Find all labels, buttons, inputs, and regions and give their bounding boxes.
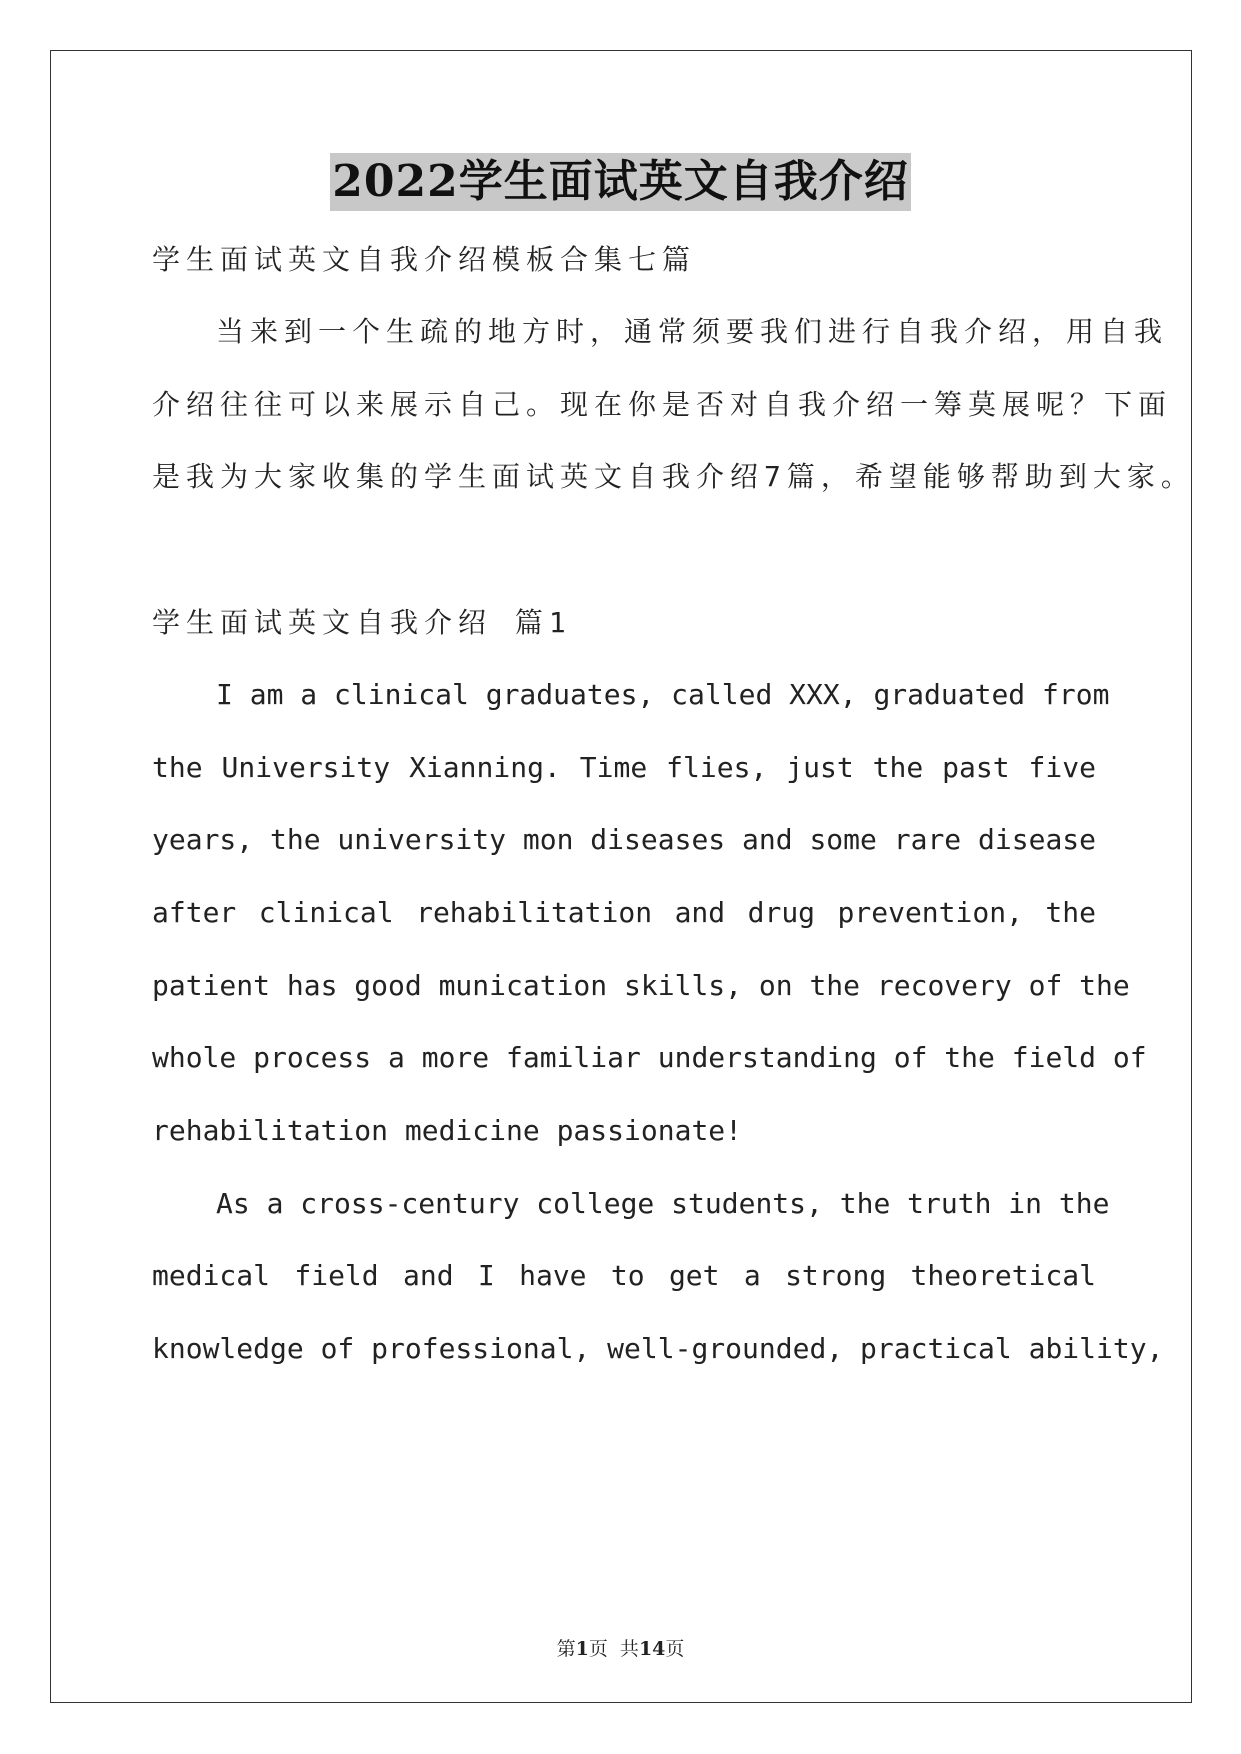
footer-page-number: 1 <box>575 1638 589 1660</box>
para1-line-5: patient has good munication skills, on the recovery of the <box>152 969 1130 1002</box>
footer-mid: 页 共 <box>588 1638 639 1660</box>
para2-line-3: knowledge of professional, well-grounded, practical ability, <box>152 1332 1164 1365</box>
intro-line-1: 当来到一个生疏的地方时，通常须要我们进行自我介绍，用自我 <box>216 315 1169 348</box>
para1-line-4: after clinical rehabilitation and drug prevention, the <box>152 896 1096 929</box>
footer-prefix: 第 <box>556 1638 576 1660</box>
para1-line-6: whole process a more familiar understanding of the field of <box>152 1041 1147 1074</box>
title-container <box>0 153 1241 211</box>
intro-line-3: 是我为大家收集的学生面试英文自我介绍7篇，希望能够帮助到大家。 <box>152 460 1195 493</box>
para2-line-2: medical field and I have to get a strong theoretical <box>152 1259 1096 1292</box>
para1-line-2: the University Xianning. Time flies, just the past five <box>152 751 1096 784</box>
para1-line-7: rehabilitation medicine passionate! <box>152 1114 743 1147</box>
footer-total-pages: 14 <box>638 1638 666 1660</box>
para1-line-1: I am a clinical graduates, called XXX, graduated from <box>216 678 1110 711</box>
page-footer <box>0 1634 1241 1661</box>
footer-suffix: 页 <box>665 1638 685 1660</box>
document-subtitle: 学生面试英文自我介绍模板合集七篇 <box>152 243 697 276</box>
para1-line-3: years, the university mon diseases and some rare disease <box>152 823 1097 856</box>
page-border <box>50 50 1195 1703</box>
para2-line-1: As a cross-century college students, the truth in the <box>216 1187 1110 1220</box>
intro-line-2: 介绍往往可以来展示自己。现在你是否对自我介绍一筹莫展呢？下面 <box>152 388 1173 421</box>
section-heading: 学生面试英文自我介绍 篇1 <box>152 606 572 639</box>
document-title: 2022学生面试英文自我介绍 <box>330 153 910 211</box>
